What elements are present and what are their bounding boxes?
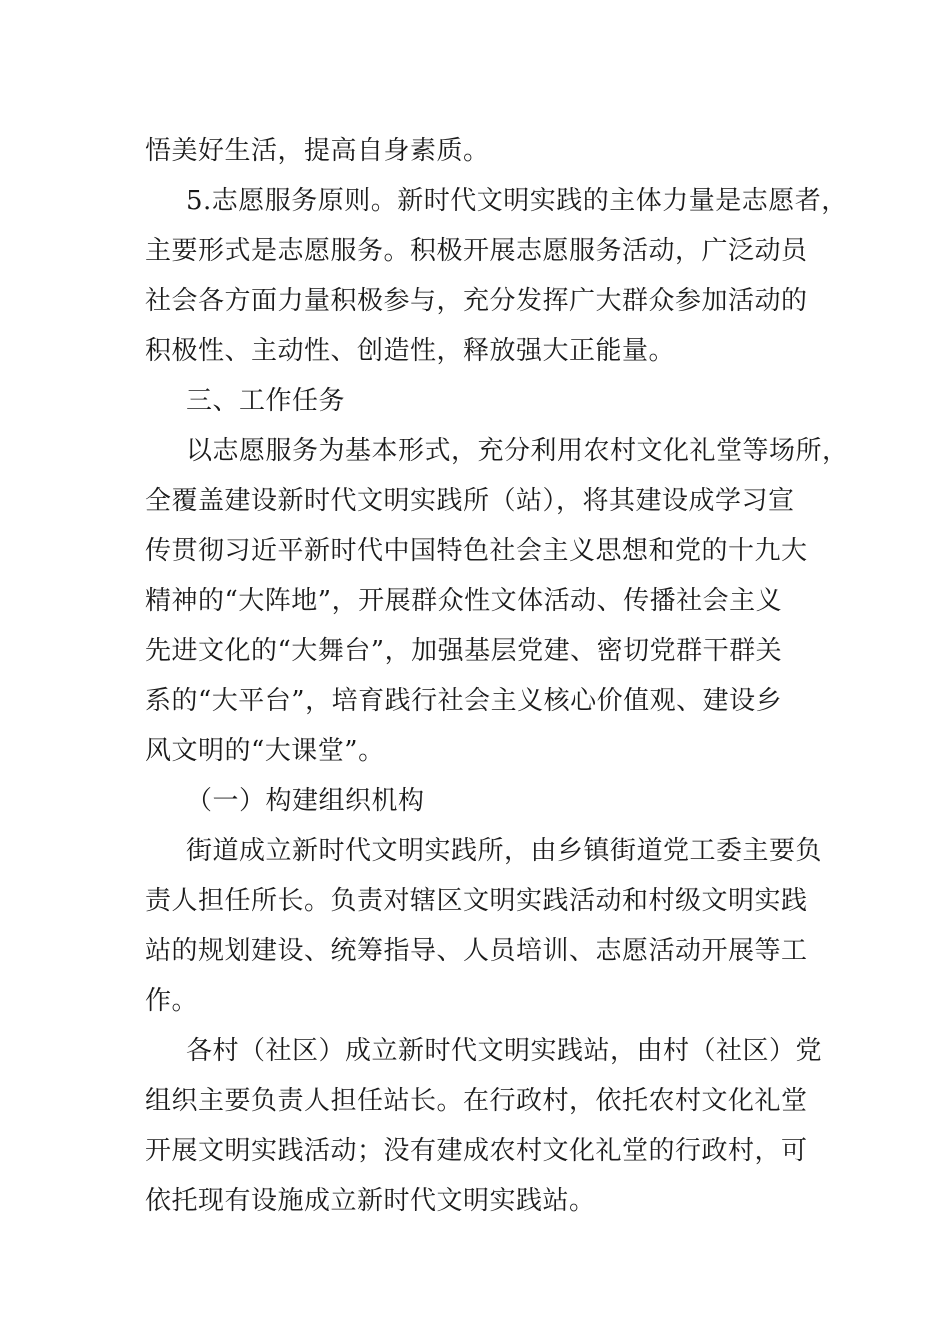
text-line: 积极性、主动性、创造性，释放强大正能量。 bbox=[145, 336, 676, 366]
text-line: 系的“大平台”，培育践行社会主义核心价值观、建设乡 bbox=[145, 686, 783, 716]
text-line: 主要形式是志愿服务。积极开展志愿服务活动，广泛动员 bbox=[145, 236, 808, 266]
text-line: 街道成立新时代文明实践所，由乡镇街道党工委主要负 bbox=[186, 836, 823, 866]
text-line: 作。 bbox=[145, 986, 199, 1016]
text-line: 组织主要负责人担任站长。在行政村，依托农村文化礼堂 bbox=[145, 1086, 808, 1116]
text-line: 以志愿服务为基本形式，充分利用农村文化礼堂等场所， bbox=[186, 436, 849, 466]
text-line: 风文明的“大课堂”。 bbox=[145, 736, 385, 766]
text-line: 精神的“大阵地”，开展群众性文体活动、传播社会主义 bbox=[145, 586, 783, 616]
text-line: 依托现有设施成立新时代文明实践站。 bbox=[145, 1186, 596, 1216]
section-heading: 三、工作任务 bbox=[186, 386, 346, 416]
text-line: 传贯彻习近平新时代中国特色社会主义思想和党的十九大 bbox=[145, 536, 808, 566]
text-line: 开展文明实践活动；没有建成农村文化礼堂的行政村，可 bbox=[145, 1136, 808, 1166]
subsection-heading: （一）构建组织机构 bbox=[186, 786, 425, 816]
text-line: 责人担任所长。负责对辖区文明实践活动和村级文明实践 bbox=[145, 886, 808, 916]
text-line: 先进文化的“大舞台”，加强基层党建、密切党群干群关 bbox=[145, 636, 783, 666]
text-line: 5.志愿服务原则。新时代文明实践的主体力量是志愿者， bbox=[186, 186, 848, 216]
text-line: 各村（社区）成立新时代文明实践站，由村（社区）党 bbox=[186, 1036, 823, 1066]
text-line: 悟美好生活，提高自身素质。 bbox=[145, 136, 490, 166]
text-line: 全覆盖建设新时代文明实践所（站），将其建设成学习宣 bbox=[145, 486, 795, 516]
text-line: 站的规划建设、统筹指导、人员培训、志愿活动开展等工 bbox=[145, 936, 808, 966]
text-line: 社会各方面力量积极参与，充分发挥广大群众参加活动的 bbox=[145, 286, 808, 316]
